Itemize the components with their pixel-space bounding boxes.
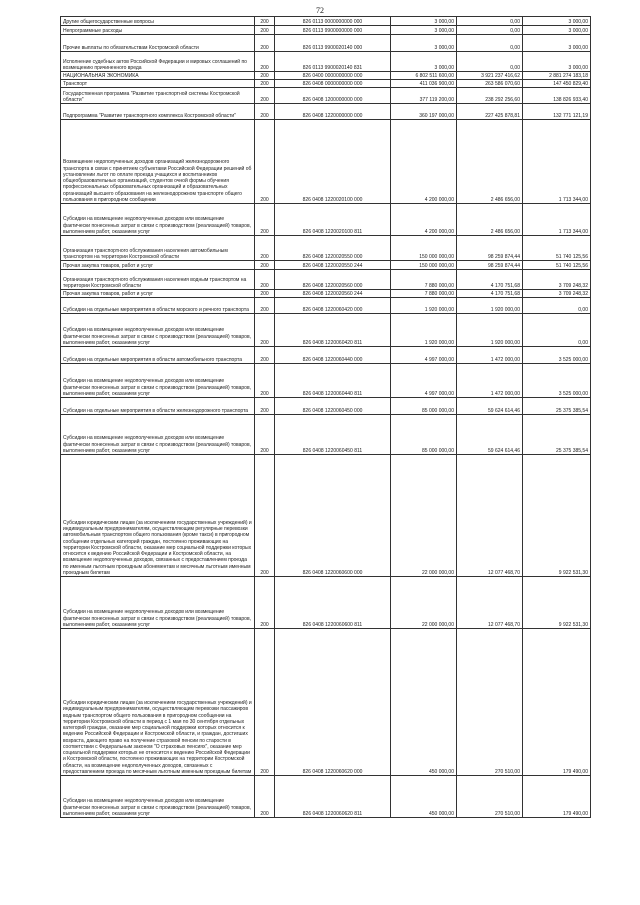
row-approved-amount-cell: 150 000 000,00 [391, 236, 457, 261]
row-unexecuted-amount-cell: 9 922 531,30 [523, 455, 591, 577]
row-approved-amount-cell: 4 200 000,00 [391, 204, 457, 236]
row-classification-code-cell: 826 0408 0000000000 000 [275, 80, 391, 88]
row-approved-amount-cell: 4 997 000,00 [391, 347, 457, 364]
row-classification-code-cell: 826 0113 9900000000 000 [275, 26, 391, 35]
table-row [61, 17, 591, 26]
row-code-cell: 200 [255, 104, 275, 120]
row-executed-amount-cell: 270 510,00 [457, 776, 523, 818]
table-row [61, 776, 591, 818]
row-executed-amount-cell: 263 586 070,60 [457, 80, 523, 88]
row-approved-amount-cell: 3 000,00 [391, 35, 457, 52]
row-classification-code-cell: 826 0408 1220060620 811 [275, 776, 391, 818]
table-row [61, 364, 591, 398]
row-code-cell: 200 [255, 347, 275, 364]
row-unexecuted-amount-cell: 138 826 933,40 [523, 88, 591, 104]
row-executed-amount-cell: 1 472 000,00 [457, 364, 523, 398]
row-name-cell: Субсидии на возмещение недополученных доходов или возмещение фактически понесенных затрат в связи с производством (реализацией) товаров, выполнением работ, оказанием услуг [61, 364, 255, 398]
row-classification-code-cell: 826 0408 1220060440 000 [275, 347, 391, 364]
row-executed-amount-cell: 0,00 [457, 35, 523, 52]
table-row [61, 52, 591, 72]
row-executed-amount-cell: 4 170 751,68 [457, 270, 523, 290]
row-code-cell: 200 [255, 290, 275, 298]
table-row [61, 314, 591, 347]
budget-execution-table [60, 16, 591, 818]
row-unexecuted-amount-cell: 25 375 385,54 [523, 398, 591, 415]
row-code-cell: 200 [255, 72, 275, 80]
row-approved-amount-cell: 7 880 000,00 [391, 290, 457, 298]
table-row [61, 236, 591, 261]
row-unexecuted-amount-cell: 179 490,00 [523, 776, 591, 818]
row-code-cell: 200 [255, 120, 275, 204]
row-unexecuted-amount-cell: 3 000,00 [523, 17, 591, 26]
row-unexecuted-amount-cell: 2 881 274 183,18 [523, 72, 591, 80]
row-executed-amount-cell: 12 077 468,70 [457, 577, 523, 629]
row-executed-amount-cell: 0,00 [457, 17, 523, 26]
table-row [61, 204, 591, 236]
row-name-cell: Подпрограмма "Развитие транспортного комплекса Костромской области" [61, 104, 255, 120]
row-executed-amount-cell: 0,00 [457, 52, 523, 72]
row-unexecuted-amount-cell: 51 740 125,56 [523, 261, 591, 270]
row-approved-amount-cell: 377 119 200,00 [391, 88, 457, 104]
row-classification-code-cell: 826 0408 1220060450 811 [275, 415, 391, 455]
row-code-cell: 200 [255, 52, 275, 72]
row-code-cell: 200 [255, 88, 275, 104]
row-approved-amount-cell: 6 802 511 600,00 [391, 72, 457, 80]
table-row [61, 80, 591, 88]
row-code-cell: 200 [255, 776, 275, 818]
row-executed-amount-cell: 4 170 751,68 [457, 290, 523, 298]
row-code-cell: 200 [255, 629, 275, 776]
row-unexecuted-amount-cell: 3 000,00 [523, 35, 591, 52]
row-executed-amount-cell: 238 292 256,60 [457, 88, 523, 104]
row-unexecuted-amount-cell: 179 490,00 [523, 629, 591, 776]
row-approved-amount-cell: 360 197 000,00 [391, 104, 457, 120]
table-row [61, 88, 591, 104]
row-classification-code-cell: 826 0113 9900020140 831 [275, 52, 391, 72]
row-unexecuted-amount-cell: 132 771 121,19 [523, 104, 591, 120]
row-classification-code-cell: 826 0408 1220060420 000 [275, 298, 391, 314]
row-classification-code-cell: 826 0408 1220020550 244 [275, 261, 391, 270]
row-name-cell: Государственная программа "Развитие транспортной системы Костромской области" [61, 88, 255, 104]
row-approved-amount-cell: 4 200 000,00 [391, 120, 457, 204]
row-classification-code-cell: 826 0408 1220020550 000 [275, 236, 391, 261]
row-name-cell: Субсидии юридическим лицам (за исключением государственных учреждений) и индивидуальным предпринимателям, осуществляющим регулярные перевозки автомобильным транспортом общего пользования (кроме такси) в пригородном сообщении отдельных категорий граждан, постоянно проживающих на территории Костромской области, оказание мер социальной поддержки которых относится к ведению Российской Федерации и Костромской области, на возмещение недополученных доходов, связанных с предоставлением проезда по именным льготным проездным абонементам и месячным льготным именным проездным билетам [61, 455, 255, 577]
row-unexecuted-amount-cell: 3 525 000,00 [523, 364, 591, 398]
row-classification-code-cell: 826 0408 1220060450 000 [275, 398, 391, 415]
table-row [61, 629, 591, 776]
table-row [61, 270, 591, 290]
row-approved-amount-cell: 7 880 000,00 [391, 270, 457, 290]
row-approved-amount-cell: 22 000 000,00 [391, 577, 457, 629]
table-row [61, 415, 591, 455]
table-row [61, 347, 591, 364]
row-executed-amount-cell: 0,00 [457, 26, 523, 35]
table-row [61, 455, 591, 577]
row-executed-amount-cell: 1 920 000,00 [457, 314, 523, 347]
table-row [61, 298, 591, 314]
row-approved-amount-cell: 411 036 900,00 [391, 80, 457, 88]
row-classification-code-cell: 826 0408 1220060620 000 [275, 629, 391, 776]
row-code-cell: 200 [255, 17, 275, 26]
row-unexecuted-amount-cell: 1 713 344,00 [523, 120, 591, 204]
row-classification-code-cell: 826 0408 1220020560 000 [275, 270, 391, 290]
row-executed-amount-cell: 2 486 656,00 [457, 120, 523, 204]
row-unexecuted-amount-cell: 3 709 248,32 [523, 270, 591, 290]
row-classification-code-cell: 826 0408 1220060420 811 [275, 314, 391, 347]
row-name-cell: Субсидии на возмещение недополученных доходов или возмещение фактически понесенных затрат в связи с производством (реализацией) товаров, выполнением работ, оказанием услуг [61, 314, 255, 347]
row-name-cell: Субсидии на возмещение недополученных доходов или возмещение фактически понесенных затрат в связи с производством (реализацией) товаров, выполнением работ, оказанием услуг [61, 776, 255, 818]
row-code-cell: 200 [255, 364, 275, 398]
table-row [61, 104, 591, 120]
row-approved-amount-cell: 85 000 000,00 [391, 398, 457, 415]
row-executed-amount-cell: 59 624 614,46 [457, 415, 523, 455]
row-code-cell: 200 [255, 80, 275, 88]
row-classification-code-cell: 826 0408 1220020100 000 [275, 120, 391, 204]
table-row [61, 577, 591, 629]
row-unexecuted-amount-cell: 51 740 125,56 [523, 236, 591, 261]
row-unexecuted-amount-cell: 1 713 344,00 [523, 204, 591, 236]
row-unexecuted-amount-cell: 3 000,00 [523, 52, 591, 72]
row-name-cell: Субсидии на отдельные мероприятия в области автомобильного транспорта [61, 347, 255, 364]
row-executed-amount-cell: 98 259 874,44 [457, 236, 523, 261]
row-classification-code-cell: 826 0408 1220060600 000 [275, 455, 391, 577]
row-code-cell: 200 [255, 577, 275, 629]
row-approved-amount-cell: 3 000,00 [391, 26, 457, 35]
row-executed-amount-cell: 1 920 000,00 [457, 298, 523, 314]
row-approved-amount-cell: 1 920 000,00 [391, 298, 457, 314]
row-code-cell: 200 [255, 314, 275, 347]
row-executed-amount-cell: 227 425 878,81 [457, 104, 523, 120]
row-classification-code-cell: 826 0408 1220000000 000 [275, 104, 391, 120]
row-approved-amount-cell: 4 997 000,00 [391, 364, 457, 398]
row-name-cell: Возмещение недополученных доходов организаций железнодорожного транспорта в связи с принятием субъектами Российской Федерации решений об установлении льгот по оплате проезда учащихся и воспитанников общеобразовательных организаций, студентов очной формы обучения профессиональных образовательных организаций и образовательных организаций высшего образования на железнодорожном транспорте общего пользования в пригородном сообщении [61, 120, 255, 204]
row-classification-code-cell: 826 0408 1200000000 000 [275, 88, 391, 104]
row-code-cell: 200 [255, 298, 275, 314]
table-row [61, 261, 591, 270]
row-classification-code-cell: 826 0400 0000000000 000 [275, 72, 391, 80]
row-code-cell: 200 [255, 261, 275, 270]
row-name-cell: Организация транспортного обслуживания населения автомобильным транспортом на территории Костромской области [61, 236, 255, 261]
row-approved-amount-cell: 450 000,00 [391, 629, 457, 776]
table-row [61, 72, 591, 80]
row-classification-code-cell: 826 0408 1220020100 811 [275, 204, 391, 236]
row-name-cell: Субсидии на возмещение недополученных доходов или возмещение фактически понесенных затрат в связи с производством (реализацией) товаров, выполнением работ, оказанием услуг [61, 204, 255, 236]
row-name-cell: Субсидии на отдельные мероприятия в области морского и речного транспорта [61, 298, 255, 314]
row-unexecuted-amount-cell: 0,00 [523, 314, 591, 347]
row-unexecuted-amount-cell: 3 525 000,00 [523, 347, 591, 364]
row-code-cell: 200 [255, 415, 275, 455]
row-executed-amount-cell: 59 624 614,46 [457, 398, 523, 415]
row-classification-code-cell: 826 0113 0000000000 000 [275, 17, 391, 26]
row-approved-amount-cell: 22 000 000,00 [391, 455, 457, 577]
table-row [61, 398, 591, 415]
table-row [61, 26, 591, 35]
row-unexecuted-amount-cell: 3 709 248,32 [523, 290, 591, 298]
page-number: 72 [316, 6, 324, 15]
row-classification-code-cell: 826 0113 9900020140 000 [275, 35, 391, 52]
row-approved-amount-cell: 85 000 000,00 [391, 415, 457, 455]
row-name-cell: НАЦИОНАЛЬНАЯ ЭКОНОМИКА [61, 72, 255, 80]
row-unexecuted-amount-cell: 3 000,00 [523, 26, 591, 35]
table-row [61, 120, 591, 204]
row-executed-amount-cell: 2 486 656,00 [457, 204, 523, 236]
row-name-cell: Прочая закупка товаров, работ и услуг [61, 261, 255, 270]
row-approved-amount-cell: 3 000,00 [391, 17, 457, 26]
row-executed-amount-cell: 1 472 000,00 [457, 347, 523, 364]
row-code-cell: 200 [255, 270, 275, 290]
row-executed-amount-cell: 12 077 468,70 [457, 455, 523, 577]
row-unexecuted-amount-cell: 147 450 829,40 [523, 80, 591, 88]
row-classification-code-cell: 826 0408 1220060440 811 [275, 364, 391, 398]
row-name-cell: Организация транспортного обслуживания населения водным транспортом на территории Костромской области [61, 270, 255, 290]
row-executed-amount-cell: 98 259 874,44 [457, 261, 523, 270]
row-code-cell: 200 [255, 236, 275, 261]
row-name-cell: Исполнение судебных актов Российской Федерации и мировых соглашений по возмещению причиненного вреда [61, 52, 255, 72]
row-approved-amount-cell: 1 920 000,00 [391, 314, 457, 347]
table-row [61, 290, 591, 298]
row-code-cell: 200 [255, 204, 275, 236]
row-approved-amount-cell: 450 000,00 [391, 776, 457, 818]
row-approved-amount-cell: 3 000,00 [391, 52, 457, 72]
row-name-cell: Субсидии юридическим лицам (за исключением государственных учреждений) и индивидуальным предпринимателям, осуществляющим перевозки пассажиров водным транспортом общего пользования в пригородном сообщении на территории Костромской области в период с 1 мая по 30 сентября отдельных категорий граждан, оказание мер социальной поддержки которых относится к ведению Российской Федерации и Костромской области, и граждан, достигших возраста, дающего право на получение страховой пенсии по старости в соответствии с Федеральным законом "О страховых пенсиях", оказание мер социальной поддержки которых не относится к ведению Российской Федерации и Костромской области, постоянно проживающих на территории Костромской области, на возмещение недополученных доходов, связанных с предоставлением проезда по месячным льготным именным проездным билетам [61, 629, 255, 776]
row-code-cell: 200 [255, 35, 275, 52]
table-row [61, 35, 591, 52]
row-name-cell: Субсидии на возмещение недополученных доходов или возмещение фактически понесенных затрат в связи с производством (реализацией) товаров, выполнением работ, оказанием услуг [61, 577, 255, 629]
row-code-cell: 200 [255, 26, 275, 35]
row-code-cell: 200 [255, 398, 275, 415]
row-executed-amount-cell: 270 510,00 [457, 629, 523, 776]
row-name-cell: Непрограммные расходы [61, 26, 255, 35]
row-name-cell: Другие общегосударственные вопросы [61, 17, 255, 26]
row-name-cell: Прочая закупка товаров, работ и услуг [61, 290, 255, 298]
row-classification-code-cell: 826 0408 1220020560 244 [275, 290, 391, 298]
row-unexecuted-amount-cell: 0,00 [523, 298, 591, 314]
row-name-cell: Прочие выплаты по обязательствам Костромской области [61, 35, 255, 52]
row-approved-amount-cell: 150 000 000,00 [391, 261, 457, 270]
row-classification-code-cell: 826 0408 1220060600 811 [275, 577, 391, 629]
row-executed-amount-cell: 3 921 237 416,62 [457, 72, 523, 80]
row-name-cell: Субсидии на возмещение недополученных доходов или возмещение фактически понесенных затрат в связи с производством (реализацией) товаров, выполнением работ, оказанием услуг [61, 415, 255, 455]
row-unexecuted-amount-cell: 25 375 385,54 [523, 415, 591, 455]
row-name-cell: Субсидии на отдельные мероприятия в области железнодорожного транспорта [61, 398, 255, 415]
row-name-cell: Транспорт [61, 80, 255, 88]
row-unexecuted-amount-cell: 9 922 531,30 [523, 577, 591, 629]
row-code-cell: 200 [255, 455, 275, 577]
